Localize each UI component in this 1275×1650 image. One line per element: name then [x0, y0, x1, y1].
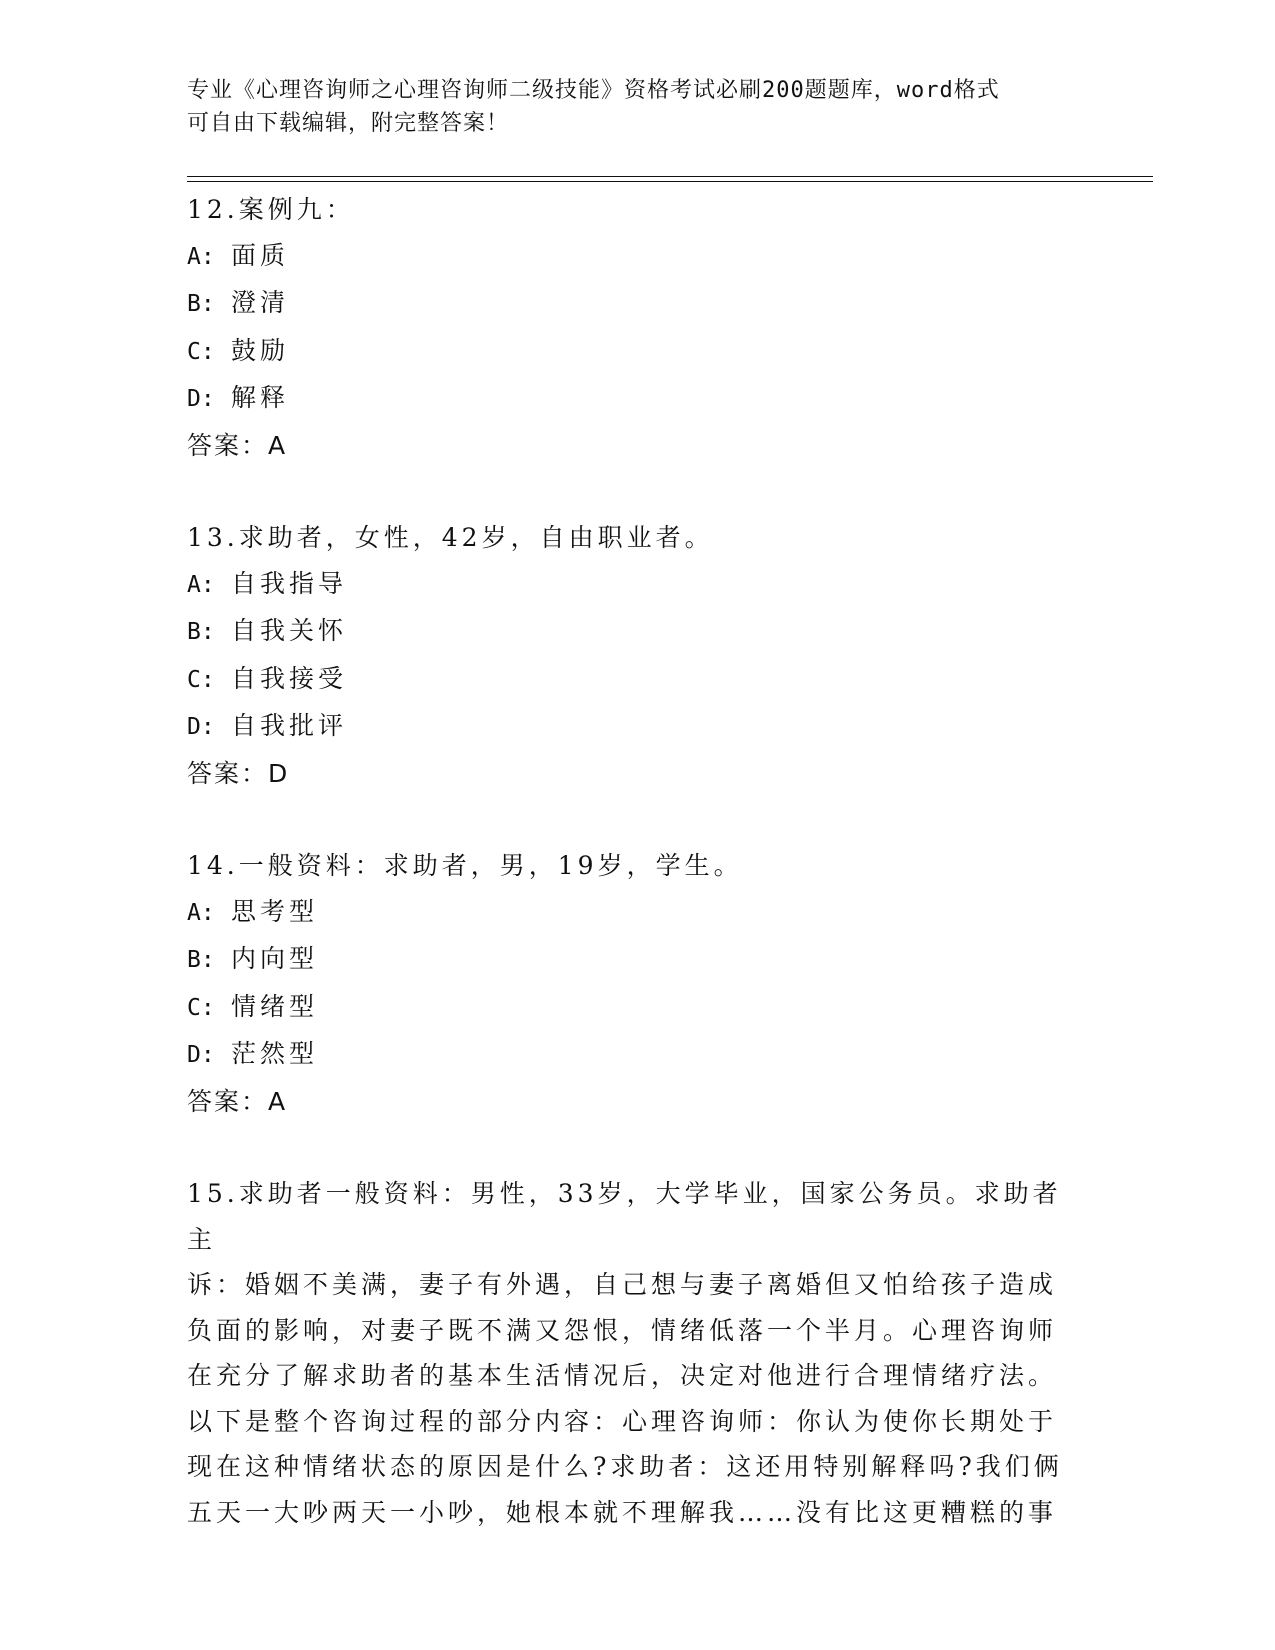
option-c [187, 656, 1087, 704]
option-letter: D: [187, 714, 215, 740]
passage-line: 15.求助者一般资料：男性，33岁，大学毕业，国家公务员。求助者主 [187, 1179, 1062, 1254]
header-line-2: 可自由下载编辑，附完整答案！ [187, 111, 510, 136]
option-text: 内向型 [231, 944, 319, 973]
option-b [187, 936, 1087, 984]
option-letter: B: [187, 947, 215, 973]
question-list [187, 187, 1087, 1535]
option-text: 情绪型 [231, 991, 319, 1021]
question-title: 13.求助者，女性，42岁，自由职业者。 [187, 523, 714, 552]
option-a [187, 561, 1087, 609]
option-letter: B: [187, 619, 215, 645]
option-b [187, 608, 1087, 656]
option-text: 自我批评 [231, 711, 348, 740]
answer-line: 答案：A [187, 430, 288, 460]
question-15 [187, 1171, 1077, 1535]
option-text: 鼓励 [231, 335, 290, 365]
option-letter: D: [187, 386, 215, 412]
option-letter: C: [187, 338, 215, 365]
option-c [187, 328, 1087, 376]
question-14 [187, 843, 1087, 1124]
option-d [187, 1031, 1087, 1079]
answer-line: 答案：D [187, 758, 290, 788]
question-title: 14.一般资料：求助者，男，19岁，学生。 [187, 851, 743, 880]
passage-line: 诉：婚姻不美满，妻子有外遇，自己想与妻子离婚但又怕给孩子造成 [187, 1270, 1058, 1299]
passage-line: 五天一大吵两天一小吵，她根本就不理解我……没有比这更糟糕的事 [187, 1497, 1058, 1527]
header-rule-bottom [187, 181, 1153, 182]
option-text: 自我接受 [231, 663, 348, 693]
option-a [187, 233, 1087, 281]
option-text: 自我关怀 [231, 616, 348, 645]
question-12 [187, 187, 1087, 468]
option-d [187, 375, 1087, 423]
option-text: 解释 [231, 383, 290, 412]
option-letter: C: [187, 666, 215, 693]
question-title: 12.案例九： [187, 195, 355, 224]
option-a [187, 889, 1087, 937]
answer-line: 答案：A [187, 1086, 288, 1116]
option-text: 思考型 [231, 896, 319, 926]
passage-line: 现在这种情绪状态的原因是什么?求助者：这还用特别解释吗?我们俩 [187, 1452, 1063, 1481]
passage-line: 以下是整个咨询过程的部分内容：心理咨询师：你认为使你长期处于 [187, 1406, 1058, 1436]
option-letter: C: [187, 994, 215, 1021]
option-letter: D: [187, 1042, 215, 1068]
option-b [187, 280, 1087, 328]
option-text: 茫然型 [231, 1039, 319, 1068]
option-d [187, 703, 1087, 751]
option-letter: A: [187, 243, 215, 270]
option-letter: A: [187, 899, 215, 926]
document-header [187, 74, 1067, 140]
header-line-1: 专业《心理咨询师之心理咨询师二级技能》资格考试必刷200题题库，word格式 [187, 78, 1000, 103]
passage-line: 在充分了解求助者的基本生活情况后，决定对他进行合理情绪疗法。 [187, 1361, 1058, 1390]
option-text: 澄清 [231, 288, 290, 317]
option-letter: A: [187, 571, 215, 598]
option-c [187, 984, 1087, 1032]
question-13 [187, 515, 1087, 796]
passage-line: 负面的影响，对妻子既不满又怨恨，情绪低落一个半月。心理咨询师 [187, 1315, 1058, 1345]
option-text: 面质 [231, 240, 290, 270]
option-text: 自我指导 [231, 568, 348, 598]
header-rule-top [187, 176, 1153, 177]
option-letter: B: [187, 291, 215, 317]
